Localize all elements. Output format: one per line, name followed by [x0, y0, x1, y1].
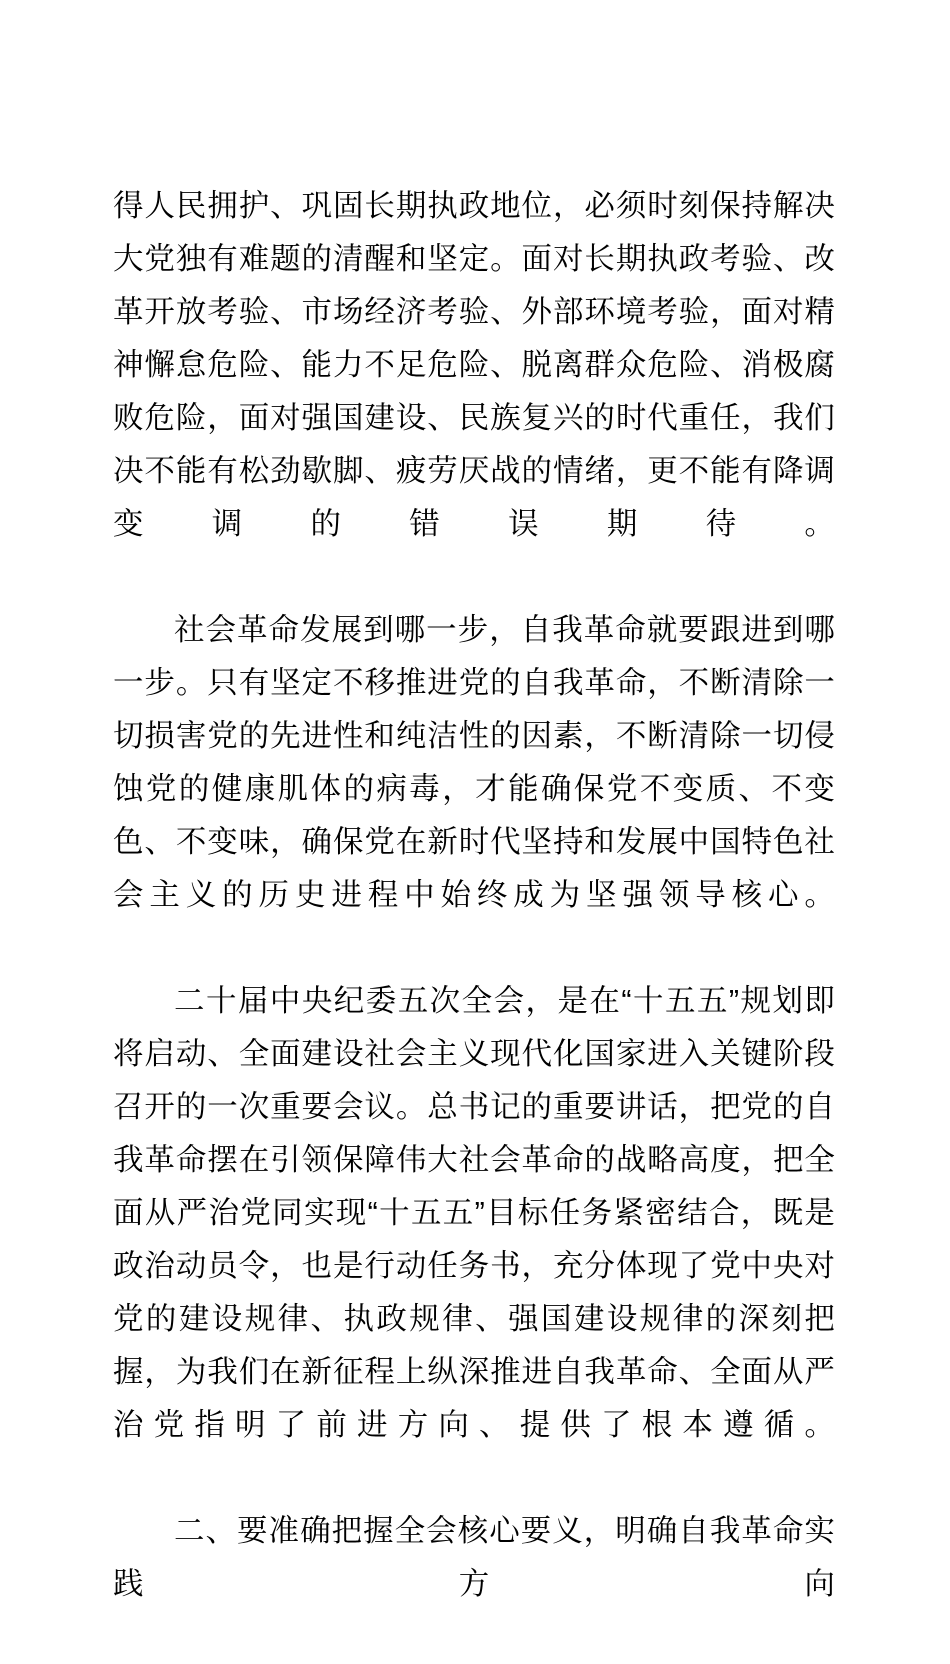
paragraph-continuation: 得人民拥护、巩固长期执政地位，必须时刻保持解决大党独有难题的清醒和坚定。面对长期执政考验、改革开放考验、市场经济考验、外部环境考验，面对精神懈怠危险、能力不足危险、脱离群众危险、消极腐败危险，面对强国建设、民族复兴的时代重任，我们决不能有松劲歇脚、疲劳厌战的情绪，更不能有降调变调的错误期待。: [113, 189, 835, 541]
document-text-column: [113, 180, 835, 1664]
section-heading-two: 二、要准确把握全会核心要义，明确自我革命实践方向: [113, 1514, 835, 1601]
paragraph-social-revolution: 社会革命发展到哪一步，自我革命就要跟进到哪一步。只有坚定不移推进党的自我革命，不断清除一切损害党的先进性和纯洁性的因素，不断清除一切侵蚀党的健康肌体的病毒，才能确保党不变质、不变色、不变味，确保党在新时代坚持和发展中国特色社会主义的历史进程中始终成为坚强领导核心。: [113, 613, 835, 912]
paragraph-plenary-session: 二十届中央纪委五次全会，是在“十五五”规划即将启动、全面建设社会主义现代化国家进入关键阶段召开的一次重要会议。总书记的重要讲话，把党的自我革命摆在引领保障伟大社会革命的战略高度，把全面从严治党同实现“十五五”目标任务紧密结合，既是政治动员令，也是行动任务书，充分体现了党中央对党的建设规律、执政规律、强国建设规律的深刻把握，为我们在新征程上纵深推进自我革命、全面从严治党指明了前进方向、提供了根本遵循。: [113, 984, 835, 1442]
